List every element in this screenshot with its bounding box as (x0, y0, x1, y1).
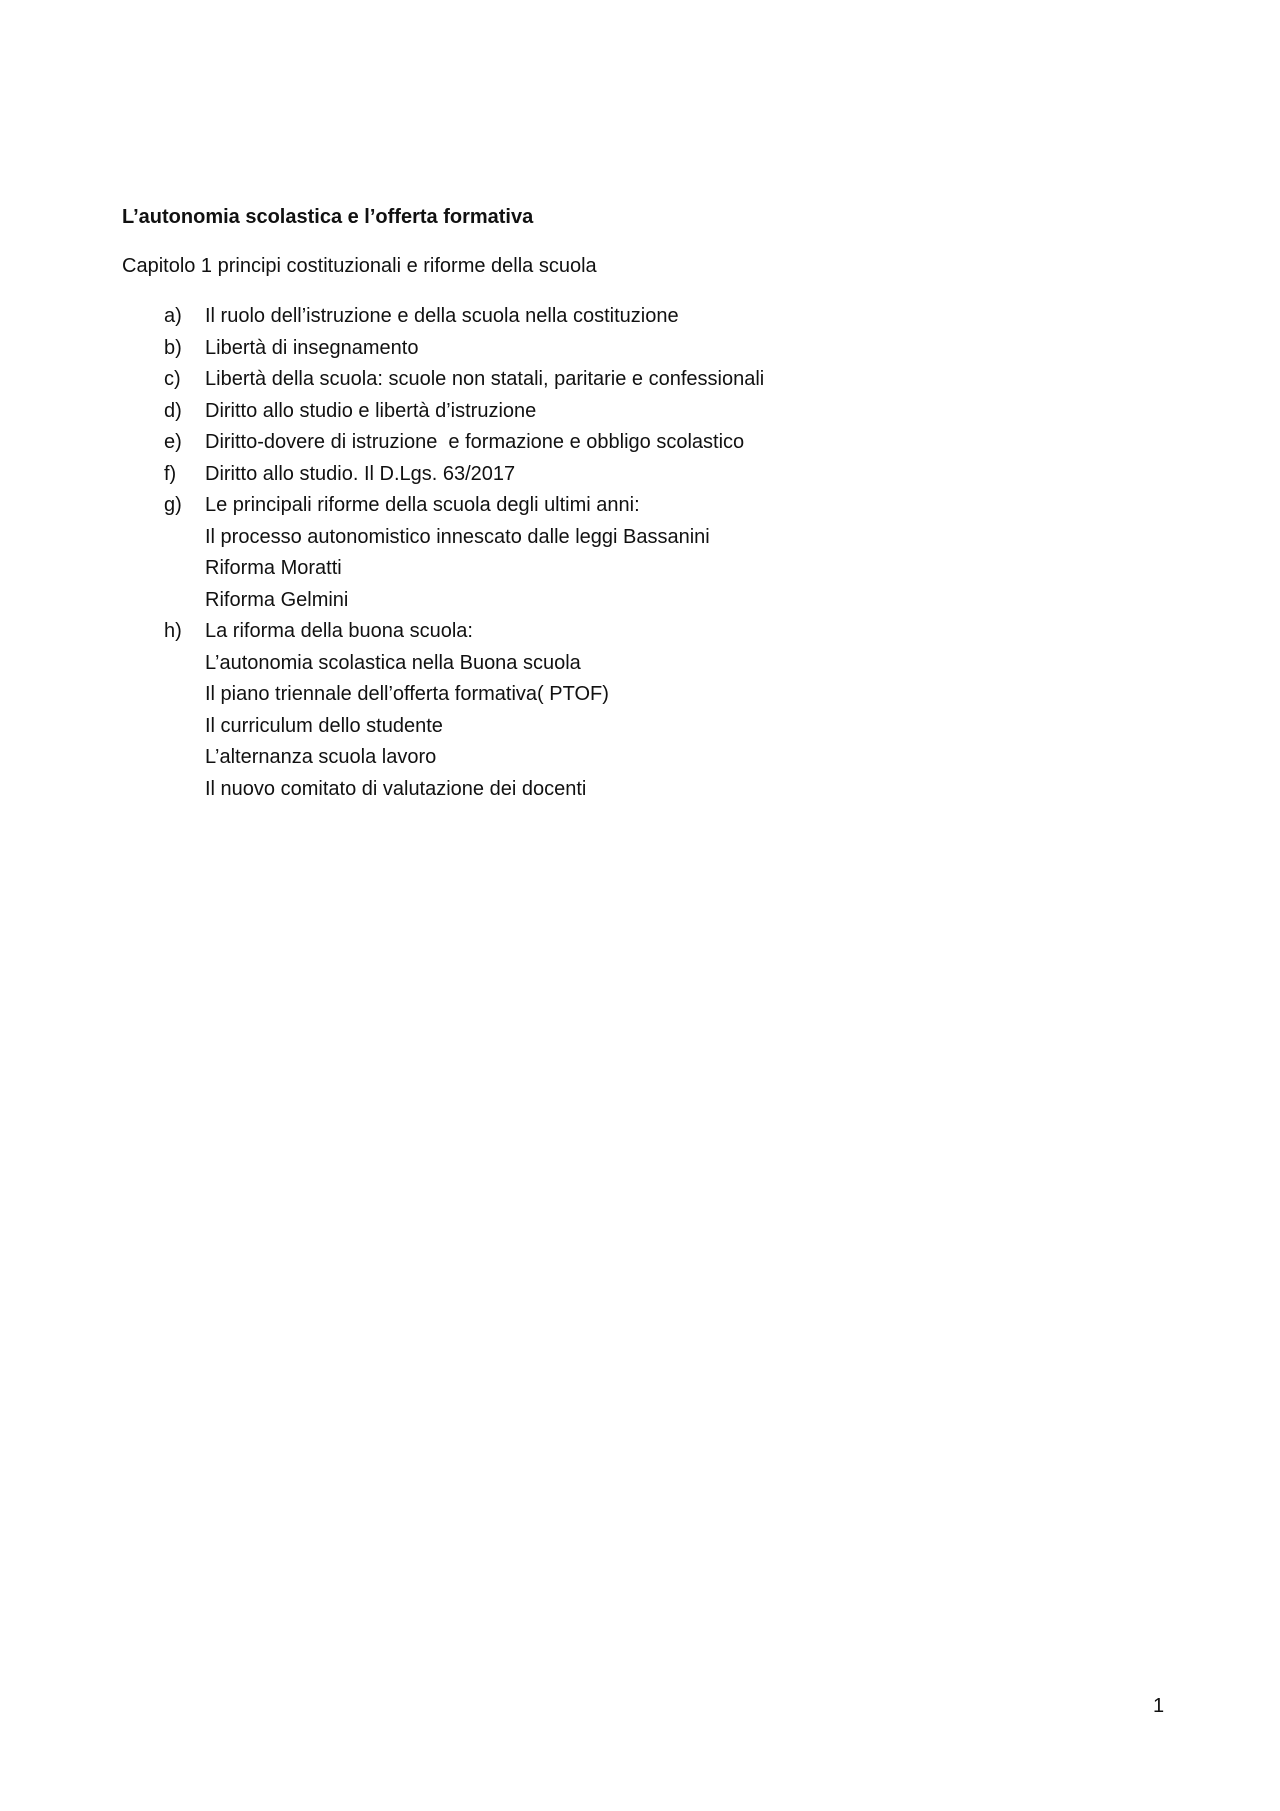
list-item-line (164, 490, 764, 522)
page-number: 1 (1153, 1695, 1165, 1717)
list-item-subtext: L’alternanza scuola lavoro (205, 746, 437, 768)
list-item (164, 616, 764, 805)
list-item-line (164, 459, 764, 491)
list-item-text: Diritto allo studio. Il D.Lgs. 63/2017 (205, 462, 516, 485)
list-item-line (164, 616, 764, 648)
topic-list (164, 301, 764, 805)
list-item-text: Libertà della scuola: scuole non statali, paritarie e confessionali (205, 368, 765, 390)
list-item-line (164, 333, 764, 365)
list-item-subline (164, 679, 764, 711)
list-item-subtext: Riforma Gelmini (205, 588, 349, 611)
list-item-subline (164, 522, 764, 554)
list-item-subtext: Il nuovo comitato di valutazione dei docenti (205, 777, 587, 800)
list-marker: a) (164, 305, 182, 327)
list-marker: e) (164, 431, 182, 453)
list-item (164, 427, 764, 459)
list-item-text: Le principali riforme della scuola degli ultimi anni: (205, 494, 640, 516)
list-item-line (164, 396, 764, 428)
list-item-subline (164, 648, 764, 680)
list-item-line (164, 427, 764, 459)
list-item-text: Diritto-dovere di istruzione e formazione e obbligo scolastico (205, 431, 745, 453)
list-item (164, 333, 764, 365)
list-marker: g) (164, 494, 182, 516)
list-marker: b) (164, 336, 182, 359)
list-item-text: Diritto allo studio e libertà d’istruzione (205, 399, 537, 422)
list-item-subtext: Il curriculum dello studente (205, 714, 443, 737)
list-item (164, 490, 764, 616)
list-item (164, 301, 764, 333)
list-item-text: Il ruolo dell’istruzione e della scuola nella costituzione (205, 305, 679, 327)
document-title: L’autonomia scolastica e l’offerta formativa (122, 206, 534, 228)
list-item-subline (164, 711, 764, 743)
list-item-text: La riforma della buona scuola: (205, 620, 473, 642)
list-item-line (164, 364, 764, 396)
list-item (164, 364, 764, 396)
list-marker: h) (164, 620, 182, 642)
list-item-text: Libertà di insegnamento (205, 336, 419, 359)
list-marker: c) (164, 368, 181, 390)
list-item (164, 396, 764, 428)
list-marker: f) (164, 462, 177, 485)
list-item-subline (164, 585, 764, 617)
list-item-subline (164, 553, 764, 585)
list-item-subtext: Il processo autonomistico innescato dalle leggi Bassanini (205, 525, 710, 548)
list-marker: d) (164, 399, 182, 422)
chapter-heading: Capitolo 1 principi costituzionali e riforme della scuola (122, 255, 597, 277)
list-item-subtext: Riforma Moratti (205, 557, 342, 579)
list-item-subline (164, 774, 764, 806)
list-item-subtext: Il piano triennale dell’offerta formativa( PTOF) (205, 683, 609, 705)
list-item-subline (164, 742, 764, 774)
list-item (164, 459, 764, 491)
list-item-line (164, 301, 764, 333)
list-item-subtext: L’autonomia scolastica nella Buona scuola (205, 651, 581, 674)
